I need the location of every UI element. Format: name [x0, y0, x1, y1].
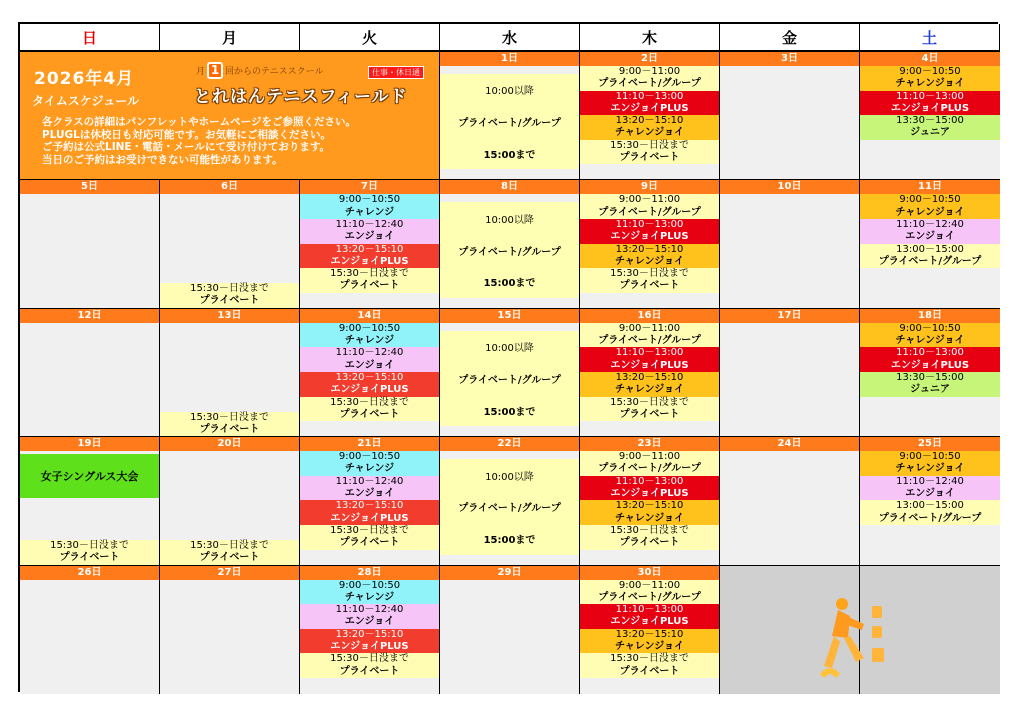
day-cell-2[interactable] — [580, 52, 720, 180]
day-cell-29[interactable] — [440, 566, 580, 694]
info-block — [20, 52, 440, 180]
day-number: 6日 — [160, 180, 299, 194]
day-cell-16[interactable] — [580, 309, 720, 437]
day-cell-27[interactable] — [160, 566, 300, 694]
slot-private[interactable]: 15:30－日没まで プライベート — [160, 412, 299, 437]
day-number: 4日 — [860, 52, 1000, 66]
day-number: 24日 — [720, 437, 859, 451]
day-number: 1日 — [440, 52, 579, 66]
day-cell-23[interactable] — [580, 437, 720, 565]
day-cell-18[interactable] — [860, 309, 1000, 437]
slot-time: 15:00まで — [483, 278, 536, 290]
slot-enjoy-plus[interactable]: 11:10－13:00 エンジョイPLUS — [580, 91, 719, 116]
weekday-fri: 金 — [720, 24, 860, 52]
day-cell-22[interactable] — [440, 437, 580, 565]
slot-time: 10:00以降 — [485, 214, 534, 226]
day-cell-10[interactable] — [720, 180, 860, 308]
runner-mascot-icon — [820, 596, 900, 686]
slot-enjoy-plus[interactable]: 11:10－13:00 エンジョイPLUS — [580, 219, 719, 244]
slot-enjoy[interactable]: 11:10－12:40 エンジョイ — [860, 476, 1000, 501]
note-line: ご予約は公式LINE・電話・メールにて受け付けております。 — [42, 141, 331, 153]
note-line: PLUGLは休校日も対応可能です。お気軽にご相談ください。 — [42, 128, 332, 141]
slot-challenge[interactable]: 9:00－10:50 チャレンジ — [300, 451, 439, 476]
weekday-mon: 月 — [160, 24, 300, 52]
day-cell-13[interactable] — [160, 309, 300, 437]
day-number: 26日 — [20, 566, 159, 580]
slot-private[interactable]: 15:30－日没まで プライベート — [300, 525, 439, 550]
slot-private[interactable]: 15:30－日没まで プライベート — [580, 525, 719, 550]
day-cell-28[interactable] — [300, 566, 440, 694]
weekday-thu: 木 — [580, 24, 720, 52]
slot-private[interactable]: 15:30－日没まで プライベート — [580, 653, 719, 678]
note-line: 各クラスの詳細はパンフレットやホームページをご参照ください。 — [42, 116, 356, 128]
day-cell-11[interactable] — [860, 180, 1000, 308]
slot-enjoy[interactable]: 11:10－12:40 エンジョイ — [300, 347, 439, 372]
wed-block — [440, 459, 579, 554]
slot-enjoy-plus[interactable]: 13:20－15:10 エンジョイPLUS — [300, 629, 439, 654]
slot-challenge[interactable]: 9:00－10:50 チャレンジ — [300, 194, 439, 219]
day-cell-8[interactable] — [440, 180, 580, 308]
slot-private[interactable]: 15:30－日没まで プライベート — [300, 268, 439, 293]
slot-enjoy-plus[interactable]: 13:20－15:10 エンジョイPLUS — [300, 372, 439, 397]
wed-block — [440, 74, 579, 169]
slot-challenge-enjoy[interactable]: 9:00－10:50 チャレンジョイ — [860, 66, 1000, 91]
blank-end-block — [720, 566, 1000, 694]
slot-challenge-enjoy[interactable]: 9:00－10:50 チャレンジョイ — [860, 451, 1000, 476]
slot-time: 10:00以降 — [485, 343, 534, 355]
wed-block — [440, 331, 579, 426]
day-number: 29日 — [440, 566, 579, 580]
slot-private[interactable]: 15:30－日没まで プライベート — [580, 397, 719, 422]
day-cell-3[interactable] — [720, 52, 860, 180]
schedule-subtitle: タイムスケジュール — [32, 94, 140, 108]
logo-name: とれはんテニスフィールド — [194, 87, 408, 107]
day-number: 21日 — [300, 437, 439, 451]
day-number: 28日 — [300, 566, 439, 580]
day-cell-26[interactable] — [20, 566, 160, 694]
slot-enjoy[interactable]: 11:10－12:40 エンジョイ — [300, 219, 439, 244]
day-number: 20日 — [160, 437, 299, 451]
note-line: 当日のご予約はお受けできない可能性があります。 — [42, 153, 283, 166]
year-month-title: 2026年4月 — [34, 69, 135, 89]
slot-private-group[interactable]: 9:00－11:00 プライベート/グループ — [580, 451, 719, 476]
slot-challenge-enjoy[interactable]: 13:20－15:10 チャレンジョイ — [580, 244, 719, 269]
day-cell-6[interactable] — [160, 180, 300, 308]
day-number: 25日 — [860, 437, 1000, 451]
day-cell-1[interactable] — [440, 52, 580, 180]
day-number: 7日 — [300, 180, 439, 194]
slot-name: プライベート/グループ — [458, 374, 561, 386]
day-cell-30[interactable] — [580, 566, 720, 694]
day-number: 17日 — [720, 309, 859, 323]
day-cell-17[interactable] — [720, 309, 860, 437]
slot-challenge-enjoy[interactable]: 13:20－15:10 チャレンジョイ — [580, 372, 719, 397]
notes — [42, 116, 356, 166]
day-cell-9[interactable] — [580, 180, 720, 308]
slot-time: 10:00以降 — [485, 471, 534, 483]
slot-challenge-enjoy[interactable]: 13:20－15:10 チャレンジョイ — [580, 115, 719, 140]
slot-enjoy-plus[interactable]: 11:10－13:00 エンジョイPLUS — [580, 476, 719, 501]
school-logo — [192, 58, 430, 112]
slot-private[interactable]: 15:30－日没まで プライベート — [20, 540, 159, 565]
slot-junior[interactable]: 13:30－15:00 ジュニア — [860, 372, 1000, 397]
slot-private-group[interactable]: 13:00－15:00 プライベート/グループ — [860, 244, 1000, 269]
day-number: 16日 — [580, 309, 719, 323]
day-number: 18日 — [860, 309, 1000, 323]
day-number: 2日 — [580, 52, 719, 66]
slot-name: プライベート/グループ — [458, 246, 561, 258]
day-number: 13日 — [160, 309, 299, 323]
slot-enjoy-plus[interactable]: 13:20－15:10 エンジョイPLUS — [300, 500, 439, 525]
day-cell-7[interactable] — [300, 180, 440, 308]
day-cell-15[interactable] — [440, 309, 580, 437]
day-cell-4[interactable] — [860, 52, 1000, 180]
slot-challenge[interactable]: 9:00－10:50 チャレンジ — [300, 323, 439, 348]
slot-private-group[interactable]: 9:00－11:00 プライベート/グループ — [580, 194, 719, 219]
wed-block — [440, 202, 579, 297]
slot-junior[interactable]: 13:30－15:00 ジュニア — [860, 115, 1000, 140]
slot-private[interactable]: 15:30－日没まで プライベート — [300, 397, 439, 422]
slot-time: 15:00まで — [483, 406, 536, 418]
slot-private[interactable]: 15:30－日没まで プライベート — [300, 653, 439, 678]
day-number: 11日 — [860, 180, 1000, 194]
logo-badge: 仕事・休日通 — [368, 66, 424, 79]
slot-name: プライベート/グループ — [458, 503, 561, 515]
day-cell-12[interactable] — [20, 309, 160, 437]
day-cell-19[interactable] — [20, 437, 160, 565]
logo-tagline: 月 1 回からのテニススクール — [196, 63, 324, 77]
day-cell-25[interactable] — [860, 437, 1000, 565]
weekday-wed: 水 — [440, 24, 580, 52]
slot-time: 15:00まで — [483, 535, 536, 547]
day-cell-14[interactable] — [300, 309, 440, 437]
weekday-sat: 土 — [860, 24, 1000, 52]
day-number: 5日 — [20, 180, 159, 194]
weekday-tue: 火 — [300, 24, 440, 52]
day-number: 12日 — [20, 309, 159, 323]
slot-enjoy-plus[interactable]: 13:20－15:10 エンジョイPLUS — [300, 244, 439, 269]
slot-private-group[interactable]: 9:00－11:00 プライベート/グループ — [580, 580, 719, 605]
slot-time: 15:00まで — [483, 149, 536, 161]
slot-tournament[interactable]: 女子シングルス大会 — [20, 454, 159, 498]
slot-enjoy[interactable]: 11:10－12:40 エンジョイ — [300, 604, 439, 629]
day-cell-20[interactable] — [160, 437, 300, 565]
slot-name: プライベート/グループ — [458, 118, 561, 130]
day-number: 22日 — [440, 437, 579, 451]
day-number: 27日 — [160, 566, 299, 580]
day-number: 15日 — [440, 309, 579, 323]
day-number: 23日 — [580, 437, 719, 451]
day-number: 19日 — [20, 437, 159, 451]
slot-enjoy-plus[interactable]: 11:10－13:00 エンジョイPLUS — [860, 91, 1000, 116]
slot-enjoy-plus[interactable]: 11:10－13:00 エンジョイPLUS — [580, 347, 719, 372]
calendar-grid — [18, 22, 998, 692]
slot-private-group[interactable]: 9:00－11:00 プライベート/グループ — [580, 323, 719, 348]
day-number: 9日 — [580, 180, 719, 194]
slot-enjoy-plus[interactable]: 11:10－13:00 エンジョイPLUS — [860, 347, 1000, 372]
slot-challenge-enjoy[interactable]: 13:20－15:10 チャレンジョイ — [580, 629, 719, 654]
day-cell-21[interactable] — [300, 437, 440, 565]
day-number: 8日 — [440, 180, 579, 194]
day-number: 3日 — [720, 52, 859, 66]
slot-private[interactable]: 15:30－日没まで プライベート — [580, 140, 719, 165]
slot-challenge-enjoy[interactable]: 13:20－15:10 チャレンジョイ — [580, 500, 719, 525]
slot-enjoy-plus[interactable]: 11:10－13:00 エンジョイPLUS — [580, 604, 719, 629]
weekday-sun: 日 — [20, 24, 160, 52]
slot-challenge-enjoy[interactable]: 9:00－10:50 チャレンジョイ — [860, 194, 1000, 219]
slot-private[interactable]: 15:30－日没まで プライベート — [580, 268, 719, 293]
slot-private-group[interactable]: 13:00－15:00 プライベート/グループ — [860, 500, 1000, 525]
slot-private-group[interactable]: 9:00－11:00 プライベート/グループ — [580, 66, 719, 91]
day-cell-5[interactable] — [20, 180, 160, 308]
day-number: 30日 — [580, 566, 719, 580]
slot-time: 10:00以降 — [485, 86, 534, 98]
day-number: 10日 — [720, 180, 859, 194]
slot-challenge-enjoy[interactable]: 9:00－10:50 チャレンジョイ — [860, 323, 1000, 348]
slot-enjoy[interactable]: 11:10－12:40 エンジョイ — [860, 219, 1000, 244]
slot-private[interactable]: 15:30－日没まで プライベート — [160, 540, 299, 565]
day-cell-24[interactable] — [720, 437, 860, 565]
slot-enjoy[interactable]: 11:10－12:40 エンジョイ — [300, 476, 439, 501]
slot-private[interactable]: 15:30－日没まで プライベート — [160, 283, 299, 308]
day-number: 14日 — [300, 309, 439, 323]
slot-challenge[interactable]: 9:00－10:50 チャレンジ — [300, 580, 439, 605]
